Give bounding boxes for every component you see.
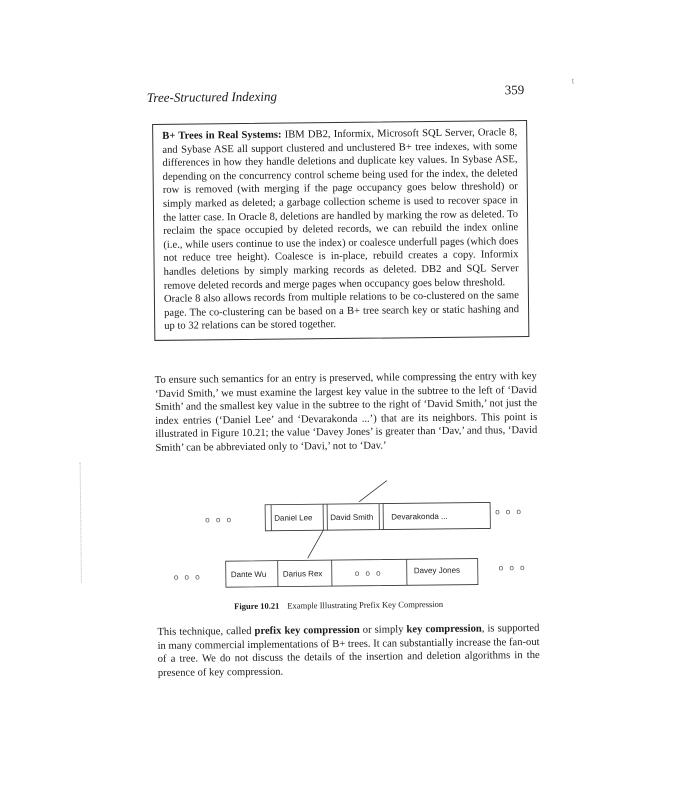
- bottom-key-dante-wu: Dante Wu: [231, 570, 267, 579]
- scan-margin-mark: [80, 463, 82, 583]
- bottom-right-dots: o o o: [499, 563, 527, 572]
- para2-text-1: This technique, called: [157, 626, 254, 638]
- top-key-devarakonda: Devarakonda ...: [391, 512, 448, 522]
- bottom-key-darius-rex: Darius Rex: [283, 569, 323, 578]
- figure-diagram: [161, 476, 542, 595]
- top-key-david-smith: David Smith: [330, 513, 373, 522]
- running-head: Tree-Structured Indexing: [147, 89, 277, 106]
- box-paragraph-2: Oracle 8 also allows records from multiple relations to be co-clustered on the same page. The co-clustering can be based on a B+ tree search key or static hashing and up to 32 relations can be stored together.: [164, 289, 519, 333]
- paragraph-prefix-key-compression: [157, 622, 540, 680]
- figure-label: Figure 10.21: [234, 601, 279, 611]
- box-text-1: IBM DB2, Informix, Microsoft SQL Server, Oracle 8, and Sybase ASE all support clustered and unclustered B+ tree indexes, with some differences in how they handle deletions and duplicate key values. In Sybase ASE, depending on the concurrency control scheme being used for the index, the deleted row is removed (with merging if the page occupancy goes below threshold) or simply marked as deleted; a garbage collection scheme is used to recover space in the latter case. In Oracle 8, deletions are handled by marking the row as deleted. To reclaim the space occupied by deleted records, we can rebuild the index online (i.e., while users continue to use the index) or coalesce underfull pages (which does not reduce tree height). Coalesce is in-place, rebuild creates a copy. Informix handles deletions by simply marking records as deleted. DB2 and SQL Server remove deleted records and merge pages when occupancy goes below threshold.: [162, 127, 518, 291]
- page-number: 359: [505, 82, 525, 98]
- keyword-prefix-key-compression: prefix key compression: [254, 625, 359, 637]
- box-lead: B+ Trees in Real Systems:: [162, 130, 281, 142]
- bottom-left-dots: o o o: [174, 572, 202, 581]
- para2-text-2: or simply: [360, 624, 407, 635]
- para2-text-3: , is supported in many commercial implementations of B+ trees. It can substantially increase the fan-out of a tree. We do not discuss the details of the insertion and deletion algorithms in the presence of key compression.: [158, 623, 540, 679]
- top-key-daniel-lee: Daniel Lee: [274, 513, 313, 522]
- paragraph-semantics: To ensure such semantics for an entry is preserved, while compressing the entry with key ‘David Smith,’ we must examine the largest key value in the subtree to the left of ‘David Smith’ and the smallest key value in the subtree to the right of ‘David Smith,’ not just the index entries (‘Daniel Lee’ and ‘Devarakonda ...’) that are its neighbors. This point is illustrated in Figure 10.21; the value ‘Davey Jones’ is greater than ‘Dav,’ and thus, ‘David Smith’ can be abbreviated only to ‘Davi,’ not to ‘Dav.’: [155, 370, 538, 456]
- top-right-dots: o o o: [495, 507, 523, 516]
- top-left-dots: o o o: [205, 515, 233, 524]
- box-paragraph-1: [162, 126, 519, 293]
- child-pointer: [307, 530, 323, 558]
- sidebar-box-btrees-real-systems: [152, 120, 529, 341]
- keyword-key-compression: key compression: [406, 624, 481, 636]
- incoming-pointer: [359, 481, 387, 502]
- stray-mark: t: [572, 76, 575, 86]
- bottom-middle-dots: o o o: [355, 569, 383, 578]
- figure-caption: [234, 599, 443, 611]
- bottom-key-davey-jones: Davey Jones: [414, 566, 460, 575]
- figure-prefix-key-compression: [161, 476, 542, 595]
- figure-caption-text: Example Illustrating Prefix Key Compression: [287, 599, 443, 611]
